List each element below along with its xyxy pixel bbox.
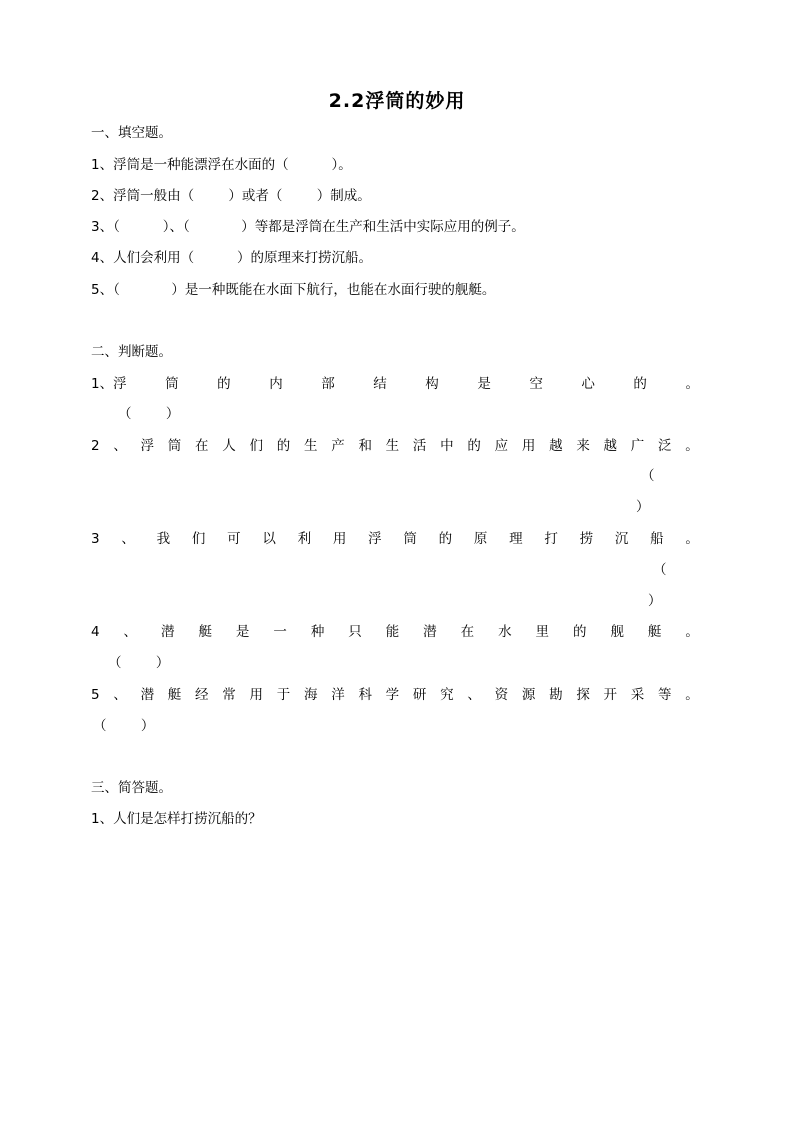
question-char: 来 [576,438,590,454]
judge-answer-2-open: （ [641,468,655,484]
question-char: 结 [373,376,387,392]
section2-heading: 二、判断题。 [91,344,172,360]
question-char: 用 [249,687,263,703]
fill-question-5: 5、（ ）是一种既能在水面下航行，也能在水面行驶的舰艇。 [91,282,496,298]
question-char: 源 [521,687,536,703]
question-char: 2 [91,438,100,454]
question-char: 中 [440,438,454,454]
question-char: 的 [572,624,587,640]
question-char: 学 [385,687,400,703]
question-char: 潜 [161,624,175,640]
question-char: 艇 [167,687,182,703]
question-char: 潜 [140,687,155,703]
question-char: 浮 [140,438,155,454]
question-char: 沉 [614,531,629,547]
question-char: 筒 [403,531,417,547]
question-char: 勘 [549,687,563,703]
question-char: 船 [650,531,664,547]
question-char: 潜 [423,624,437,640]
short-answer-question-1: 1、人们是怎样打捞沉船的？ [91,811,262,827]
question-char: 捞 [579,531,594,547]
question-char: 种 [310,624,325,640]
question-char: 利 [297,531,312,547]
judge-answer-4: （ ） [108,655,170,671]
question-char: 生 [303,438,318,454]
question-char: 用 [521,438,536,454]
fill-question-2: 2、浮筒一般由（ ）或者（ ）制成。 [91,188,371,204]
question-char: 我 [156,531,171,547]
question-char: 的 [276,438,291,454]
question-char: 的 [633,376,647,392]
question-char: 研 [412,687,427,703]
question-char: 部 [321,376,335,392]
question-char: 4 [91,624,100,640]
question-char: 的 [217,376,231,392]
judge-answer-3-open: （ [653,562,667,578]
question-char: 筒 [167,438,182,454]
question-char: 等 [658,687,672,703]
question-char: 打 [544,531,558,547]
question-char: 探 [576,687,590,703]
section3-heading: 三、简答题。 [91,780,172,796]
question-char: 水 [498,624,512,640]
question-char: 。 [685,687,699,703]
question-char: 里 [535,624,550,640]
question-char: 原 [473,531,488,547]
question-char: 生 [385,438,400,454]
question-char: 舰 [610,624,624,640]
question-char: 是 [235,624,250,640]
question-char: 、 [121,531,135,547]
question-char: 活 [412,438,427,454]
question-char: 3 [91,531,100,547]
question-char: 常 [222,687,236,703]
question-char: 究 [440,687,454,703]
question-char: 。 [685,376,699,392]
question-char: 经 [195,687,209,703]
question-char: 心 [581,376,595,392]
question-char: 可 [227,531,241,547]
judge-answer-1: （ ） [118,406,180,422]
question-char: 内 [269,376,283,392]
question-char: 越 [603,438,618,454]
question-char: 、 [113,687,127,703]
question-char: 。 [685,624,699,640]
question-char: 、 [467,687,481,703]
question-char: 人 [222,438,236,454]
question-char: 的 [467,438,481,454]
question-char: 筒 [165,376,179,392]
judge-question-2 [91,437,699,455]
question-char: 用 [332,531,347,547]
question-char: 浮 [368,531,382,547]
question-char: 1、浮 [91,376,127,392]
question-char: 们 [249,438,263,454]
question-char: 。 [685,531,699,547]
question-char: 以 [262,531,276,547]
question-char: 在 [460,624,475,640]
question-char: 5 [91,687,100,703]
judge-question-5 [91,686,699,704]
question-char: 空 [529,376,543,392]
question-char: 艇 [198,624,212,640]
question-char: 、 [123,624,138,640]
question-char: 资 [494,687,509,703]
question-char: 科 [358,687,372,703]
question-char: 广 [630,438,645,454]
question-char: 们 [191,531,206,547]
page-title: 2.2浮筒的妙用 [328,90,466,112]
question-char: 。 [685,438,699,454]
question-char: 的 [438,531,453,547]
question-char: 应 [494,438,509,454]
question-char: 只 [348,624,362,640]
question-char: 理 [509,531,523,547]
question-char: 一 [273,624,287,640]
question-char: 产 [331,438,345,454]
question-char: 于 [276,687,291,703]
question-char: 采 [630,687,645,703]
fill-question-3: 3、（ ）、（ ）等都是浮筒在生产和生活中实际应用的例子。 [91,219,525,235]
judge-question-3 [91,530,699,548]
judge-answer-3-close: ） [648,593,662,609]
question-char: 开 [603,687,618,703]
fill-question-4: 4、人们会利用（ ）的原理来打捞沉船。 [91,250,373,266]
question-char: 能 [385,624,400,640]
question-char: 构 [425,376,439,392]
question-char: 越 [549,438,563,454]
judge-answer-5: （ ） [93,718,155,734]
judge-question-1 [91,375,699,393]
question-char: 、 [113,438,127,454]
question-char: 艇 [647,624,662,640]
question-char: 是 [477,376,491,392]
question-char: 洋 [331,687,345,703]
question-char: 在 [195,438,209,454]
question-char: 泛 [658,438,672,454]
question-char: 海 [303,687,318,703]
judge-question-4 [91,623,699,641]
fill-question-1: 1、浮筒是一种能漂浮在水面的（ ）。 [91,157,352,173]
judge-answer-2-close: ） [636,499,650,515]
section1-heading: 一、填空题。 [91,125,172,141]
question-char: 和 [358,438,372,454]
